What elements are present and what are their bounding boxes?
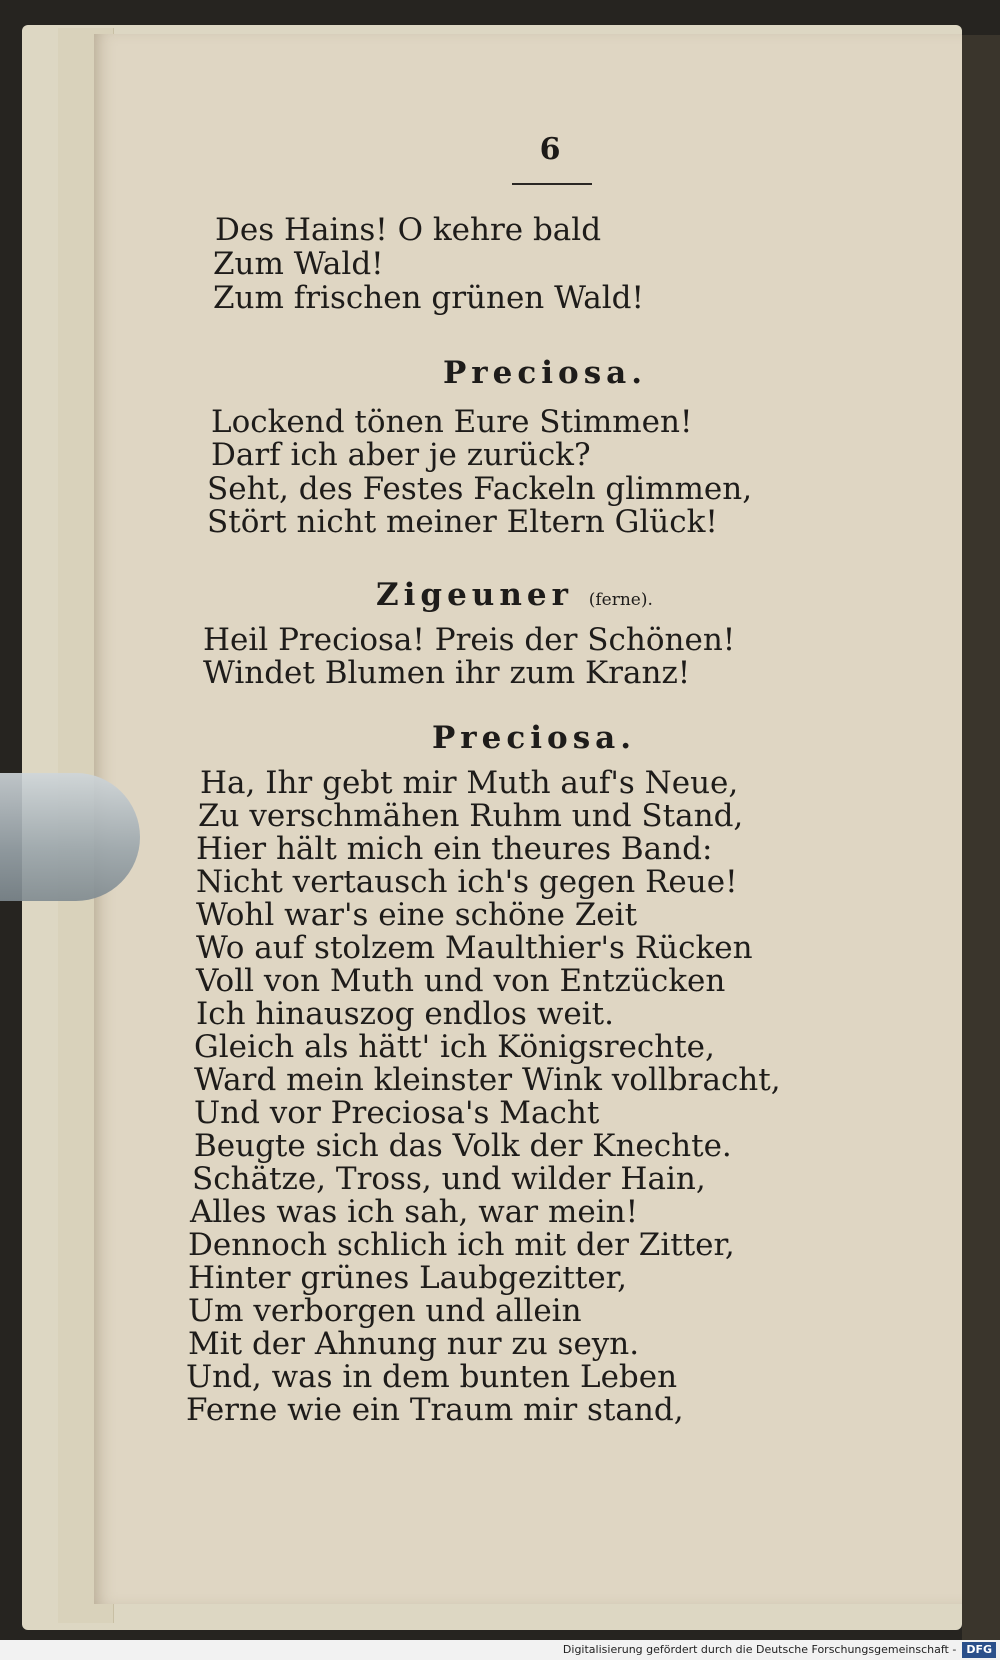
verse-line: Zum frischen grünen Wald!	[213, 280, 644, 316]
dfg-logo: DFG	[962, 1642, 996, 1658]
speaker-name: Preciosa.	[432, 720, 637, 756]
verse-line: Lockend tönen Eure Stimmen!	[211, 404, 693, 440]
verse-line: Stört nicht meiner Eltern Glück!	[207, 504, 718, 540]
verse-line: Nicht vertausch ich's gegen Reue!	[196, 864, 738, 900]
verse-line: Dennoch schlich ich mit der Zitter,	[188, 1227, 735, 1263]
verse-line: Zum Wald!	[213, 246, 384, 282]
verse-line: Alles was ich sah, war mein!	[190, 1194, 639, 1230]
verse-line: Beugte sich das Volk der Knechte.	[194, 1128, 732, 1164]
verse-line: Schätze, Tross, und wilder Hain,	[192, 1161, 706, 1197]
verse-line: Ward mein kleinster Wink vollbracht,	[194, 1062, 781, 1098]
footer-credit: Digitalisierung gefördert durch die Deutsche Forschungsgemeinschaft -	[562, 1643, 957, 1656]
book-cover-edge	[962, 35, 1000, 1640]
verse-line: Ich hinauszog endlos weit.	[196, 996, 614, 1032]
verse-line: Windet Blumen ihr zum Kranz!	[203, 655, 691, 691]
verse-line: Heil Preciosa! Preis der Schönen!	[203, 622, 736, 658]
verse-line: Voll von Muth und von Entzücken	[196, 963, 726, 999]
verse-line: Des Hains! O kehre bald	[215, 212, 602, 248]
page-number: 6	[539, 132, 561, 167]
verse-line: Seht, des Festes Fackeln glimmen,	[207, 471, 753, 507]
speaker-name	[376, 577, 653, 613]
speaker-label: Zigeuner	[376, 577, 573, 613]
verse-line: Wo auf stolzem Maulthier's Rücken	[196, 930, 753, 966]
page-number-rule	[512, 183, 592, 185]
verse-line: Zu verschmähen Ruhm und Stand,	[198, 798, 744, 834]
verse-line: Hier hält mich ein theures Band:	[196, 831, 713, 867]
verse-line: Um verborgen und allein	[188, 1293, 582, 1329]
speaker-name: Preciosa.	[443, 355, 648, 391]
page-holder-clip	[0, 773, 140, 901]
verse-line: Ha, Ihr gebt mir Muth auf's Neue,	[200, 765, 739, 801]
verse-line: Wohl war's eine schöne Zeit	[196, 897, 638, 933]
verse-line: Mit der Ahnung nur zu seyn.	[188, 1326, 640, 1362]
stage-direction: (ferne).	[588, 590, 653, 610]
verse-line: Gleich als hätt' ich Königsrechte,	[194, 1029, 715, 1065]
footer-bar	[0, 1640, 1000, 1660]
verse-line: Und vor Preciosa's Macht	[194, 1095, 600, 1131]
verse-line: Ferne wie ein Traum mir stand,	[186, 1392, 684, 1428]
verse-line: Hinter grünes Laubgezitter,	[188, 1260, 627, 1296]
verse-line: Darf ich aber je zurück?	[211, 437, 591, 473]
verse-line: Und, was in dem bunten Leben	[186, 1359, 678, 1395]
